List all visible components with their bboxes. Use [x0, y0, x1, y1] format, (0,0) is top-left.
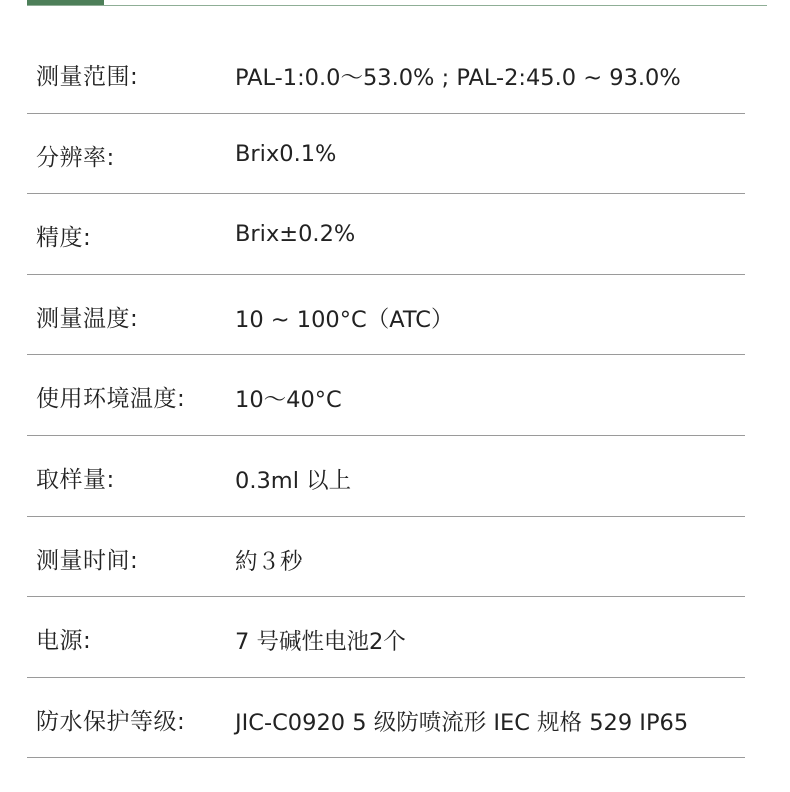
- spec-label: 精度:: [36, 225, 92, 252]
- spec-label: 分辨率:: [36, 144, 115, 171]
- spec-row-ambient-temperature: [27, 355, 745, 436]
- spec-row-measuring-time: [27, 517, 745, 598]
- spec-row-accuracy: [27, 194, 745, 275]
- spec-value: 10～40°C: [235, 387, 342, 414]
- spec-row-measuring-range: [27, 33, 745, 114]
- spec-label: 测量范围:: [36, 64, 139, 90]
- spec-value: 0.3ml 以上: [235, 467, 352, 494]
- spec-label: 电源:: [36, 628, 92, 655]
- spec-value: 10 ~ 100°C（ATC）: [235, 306, 454, 333]
- spec-row-sample-volume: [27, 436, 745, 517]
- spec-label: 测量温度:: [36, 305, 139, 332]
- spec-row-measuring-temperature: [27, 275, 745, 356]
- spec-value: JIC-C0920 5 级防喷流形 IEC 规格 529 IP65: [235, 709, 689, 736]
- spec-row-resolution: [27, 114, 745, 195]
- spec-value: Brix±0.2%: [235, 221, 356, 248]
- spec-label: 使用环境温度:: [36, 386, 186, 413]
- spec-row-power-supply: [27, 597, 745, 678]
- header-divider: [27, 5, 767, 6]
- spec-label: 取样量:: [36, 466, 115, 493]
- spec-row-waterproof-rating: [27, 678, 745, 759]
- spec-value: 7 号碱性电池2个: [235, 629, 406, 656]
- spec-value: 約３秒: [235, 548, 303, 575]
- spec-value: Brix0.1%: [235, 140, 337, 167]
- spec-label: 防水保护等级:: [36, 708, 186, 735]
- spec-table: [27, 33, 745, 758]
- spec-value: PAL-1:0.0～53.0% ; PAL-2:45.0 ~ 93.0%: [235, 65, 681, 91]
- spec-label: 测量时间:: [36, 547, 139, 574]
